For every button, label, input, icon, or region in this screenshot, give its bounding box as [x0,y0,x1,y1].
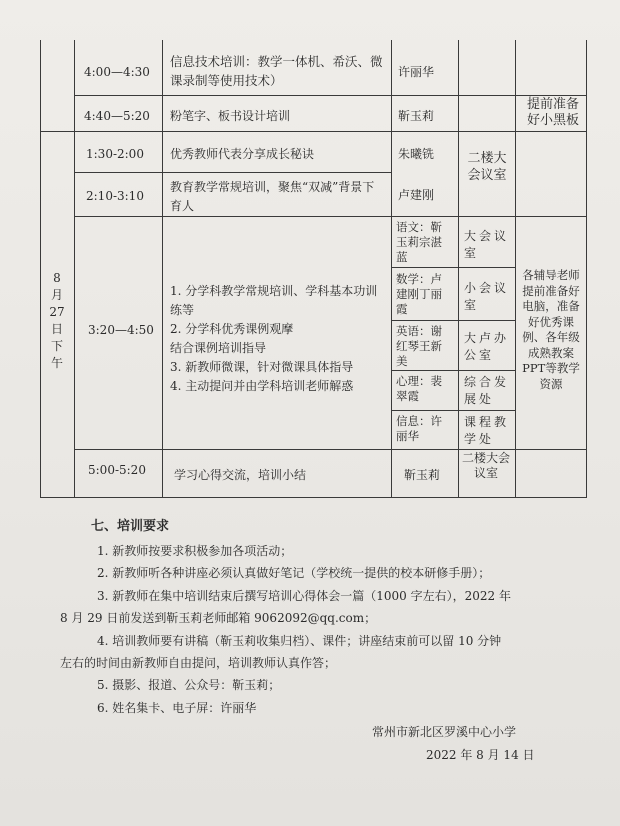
subject-teacher: 语文：靳玉莉宗湛蓝 [396,220,442,264]
notes-cell: 提前准备好小黑板 [526,97,579,128]
content-cell: 学习心得交流，培训小结 [174,468,307,482]
content-cell: 信息技术培训：教学一体机、希沃、微课录制等使用技术） [170,54,383,88]
subject-teacher: 数学：卢建刚丁丽霞 [396,272,442,316]
requirement-item: 2. 新教师听各种讲座必须认真做好笔记（学校统一提供的校本研修手册）； [97,566,491,580]
teacher-cell: 卢建刚 [398,188,435,202]
requirement-item: 3. 新教师在集中培训结束后撰写培训心得体会一篇（1000 字左右），2022 年 [97,589,511,603]
notes-cell: 各辅导老师提前准备好电脑，准备好优秀课例、各年级成熟教案PPT等教学资源 [522,268,580,391]
table-col-line [515,40,516,497]
subject-location: 课程教学处 [464,415,510,446]
content-cell: 优秀教师代表分享成长秘诀 [170,147,315,161]
date-label: 8 月 27 日 下 午 [49,271,65,370]
time-cell: 5:00-5:20 [88,463,146,477]
time-cell: 4:40—5:20 [84,109,150,123]
teacher-cell: 许丽华 [398,65,435,79]
time-cell: 3:20—4:50 [88,323,154,337]
table-border-bottom [40,497,587,498]
content-cell-multiline: 1. 分学科教学常规培训、学科基本功训练等 2. 分学科优秀课例观摩 结合课例培训指导 3. 新教师微课，针对微课具体指导 4. 主动提问并由学科培训老师解惑 [170,284,378,393]
table-row-line [75,172,391,173]
subject-location: 小会议室 [464,281,510,312]
requirement-item: 8 月 29 日前发送到靳玉莉老师邮箱 9062092@qq.com； [60,611,377,625]
teacher-cell: 朱曦铣 [398,147,435,161]
footer-date: 2022 年 8 月 14 日 [426,748,535,762]
table-subrow-line [391,267,515,268]
table-col-line [74,40,75,497]
subject-location: 大会议室 [464,229,510,260]
subject-teacher: 英语：谢红琴王新美 [396,324,442,368]
requirement-item: 左右的时间由新教师自由提问，培训教师认真作答； [60,656,337,670]
requirement-item: 4. 培训教师要有讲稿（靳玉莉收集归档）、课件；讲座结束前可以留 10 分钟 [97,634,502,648]
subject-teacher: 心理：裴翠霞 [396,374,442,403]
subject-teacher: 信息：许丽华 [396,414,442,443]
time-cell: 1:30-2:00 [86,147,144,161]
table-row-line [75,216,587,217]
teacher-cell: 靳玉莉 [404,468,441,482]
content-cell: 教育教学常规培训，聚焦“双减”背景下育人 [170,180,375,213]
location-cell: 二楼大会议室 [467,151,507,183]
footer-school: 常州市新北区罗溪中心小学 [372,725,517,739]
table-subrow-line [391,410,515,411]
subject-location: 大卢办公室 [464,331,510,362]
table-col-line [458,40,459,497]
content-cell: 粉笔字、板书设计培训 [170,109,291,123]
requirement-item: 5. 摄影、报道、公众号：靳玉莉； [97,678,281,692]
table-subrow-line [391,370,515,371]
requirement-item: 6. 姓名集卡、电子屏：许丽华 [97,701,257,715]
location-cell: 二楼大会议室 [461,451,510,480]
table-border-right [586,40,587,497]
table-subrow-line [391,320,515,321]
teacher-cell: 靳玉莉 [398,109,435,123]
table-row-line [40,131,587,132]
table-col-line [162,40,163,497]
table-row-line [75,449,587,450]
time-cell: 4:00—4:30 [84,65,150,79]
table-col-line [391,40,392,497]
subject-location: 综合发展处 [464,375,510,406]
requirements-heading: 七、培训要求 [91,519,170,534]
table-border-left [40,40,41,497]
time-cell: 2:10-3:10 [86,189,144,203]
requirement-item: 1. 新教师按要求积极参加各项活动； [97,544,293,558]
table-row-line [75,95,587,96]
